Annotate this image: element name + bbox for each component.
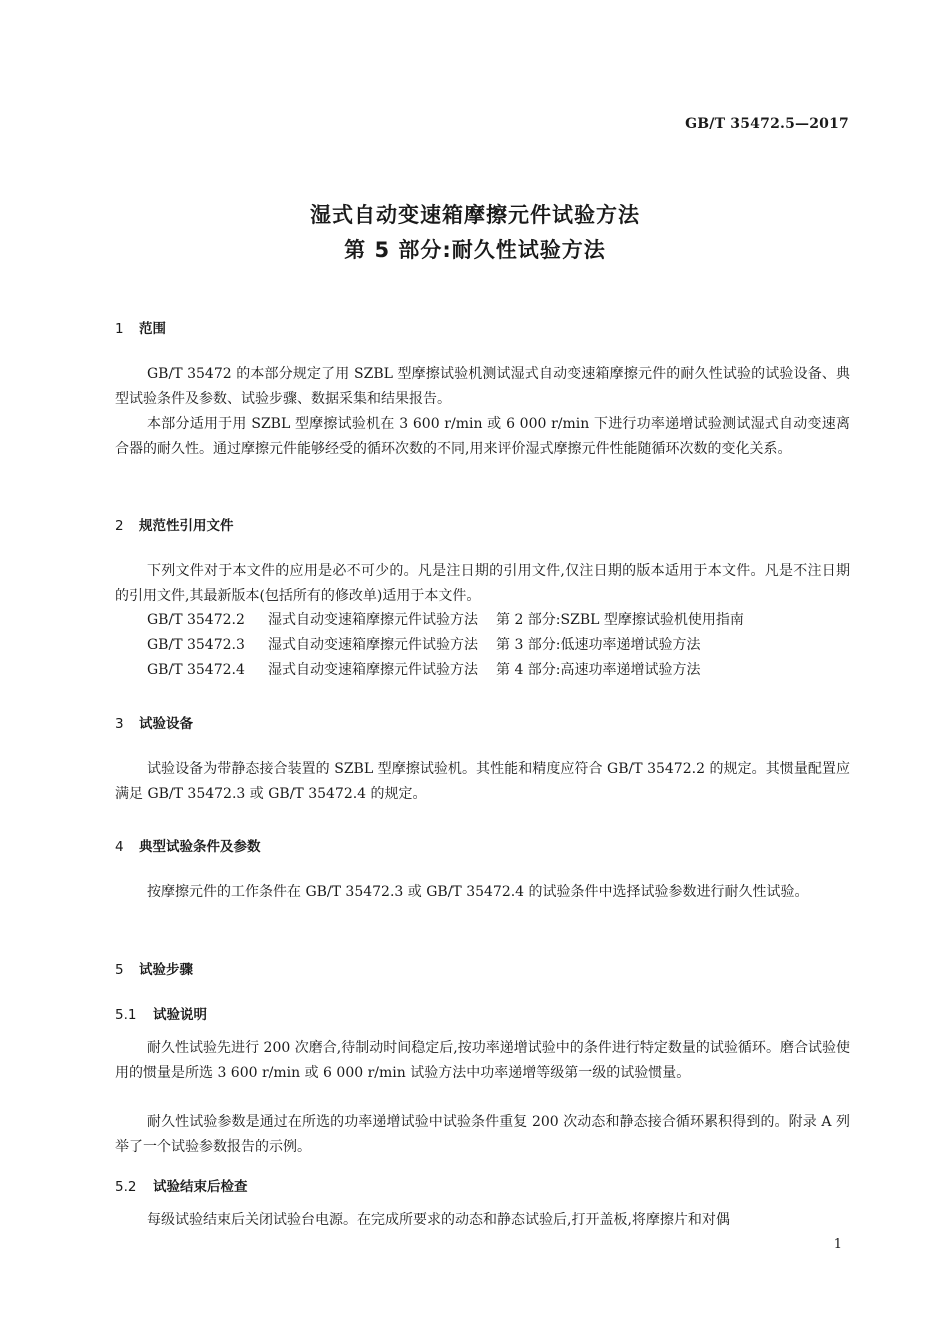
subsection-5-1-heading <box>115 1003 207 1023</box>
reference-title: 湿式自动变速箱摩擦元件试验方法 <box>268 612 478 628</box>
section-number: 2 <box>115 518 124 534</box>
section-number: 5 <box>115 962 124 978</box>
section-title: 试验步骤 <box>139 962 193 978</box>
reference-code: GB/T 35472.3 <box>147 637 245 653</box>
reference-code: GB/T 35472.2 <box>147 612 245 628</box>
section-2-heading <box>115 514 234 534</box>
section-1-paragraph-2: 本部分适用于用 SZBL 型摩擦试验机在 3 600 r/min 或 6 000 r/min 下进行功率递增试验测试湿式自动变速离合器的耐久性。通过摩擦元件能够经受的循环次数的不同,用来评价湿式摩擦元件性能随循环次数的变化关系。 <box>115 416 850 457</box>
reference-title: 湿式自动变速箱摩擦元件试验方法 <box>268 662 478 678</box>
subsection-title: 试验结束后检查 <box>153 1179 248 1195</box>
normative-reference <box>147 658 701 683</box>
section-5-heading <box>115 958 193 978</box>
reference-part: 第 4 部分:高速功率递增试验方法 <box>496 662 701 678</box>
section-number: 1 <box>115 321 124 337</box>
normative-reference <box>147 608 744 633</box>
section-number: 3 <box>115 716 124 732</box>
normative-reference <box>147 633 701 658</box>
subsection-title: 试验说明 <box>153 1007 207 1023</box>
section-1-paragraph-1: GB/T 35472 的本部分规定了用 SZBL 型摩擦试验机测试湿式自动变速箱摩擦元件的耐久性试验的试验设备、典型试验条件及参数、试验步骤、数据采集和结果报告。 <box>115 366 850 407</box>
section-4-heading <box>115 835 261 855</box>
document-title-line2: 第 5 部分:耐久性试验方法 <box>344 238 606 262</box>
reference-title: 湿式自动变速箱摩擦元件试验方法 <box>268 637 478 653</box>
reference-part: 第 2 部分:SZBL 型摩擦试验机使用指南 <box>496 612 744 628</box>
section-title: 范围 <box>139 321 166 337</box>
section-1-heading <box>115 317 166 337</box>
section-4-paragraph-1: 按摩擦元件的工作条件在 GB/T 35472.3 或 GB/T 35472.4 的试验条件中选择试验参数进行耐久性试验。 <box>147 884 809 900</box>
section-title: 试验设备 <box>139 716 193 732</box>
section-title: 典型试验条件及参数 <box>139 839 261 855</box>
reference-code: GB/T 35472.4 <box>147 662 245 678</box>
section-2-paragraph-1: 下列文件对于本文件的应用是必不可少的。凡是注日期的引用文件,仅注日期的版本适用于本文件。凡是不注日期的引用文件,其最新版本(包括所有的修改单)适用于本文件。 <box>115 563 850 604</box>
subsection-5-1-paragraph-1: 耐久性试验先进行 200 次磨合,待制动时间稳定后,按功率递增试验中的条件进行特定数量的试验循环。磨合试验使用的惯量是所选 3 600 r/min 或 6 000 r/min 试验方法中功率递增等级第一级的试验惯量。 <box>115 1040 850 1081</box>
section-3-paragraph-1: 试验设备为带静态接合装置的 SZBL 型摩擦试验机。其性能和精度应符合 GB/T 35472.2 的规定。其惯量配置应满足 GB/T 35472.3 或 GB/T 35472.4 的规定。 <box>115 761 850 802</box>
subsection-5-1-paragraph-2: 耐久性试验参数是通过在所选的功率递增试验中试验条件重复 200 次动态和静态接合循环累积得到的。附录 A 列举了一个试验参数报告的示例。 <box>115 1114 850 1155</box>
subsection-number: 5.2 <box>115 1179 137 1195</box>
reference-part: 第 3 部分:低速功率递增试验方法 <box>496 637 701 653</box>
standard-number-header: GB/T 35472.5—2017 <box>685 116 849 132</box>
section-3-heading <box>115 712 193 732</box>
section-title: 规范性引用文件 <box>139 518 234 534</box>
subsection-5-2-paragraph-1: 每级试验结束后关闭试验台电源。在完成所要求的动态和静态试验后,打开盖板,将摩擦片和对偶 <box>147 1212 730 1228</box>
section-number: 4 <box>115 839 124 855</box>
page-number: 1 <box>833 1237 842 1252</box>
document-title-line1: 湿式自动变速箱摩擦元件试验方法 <box>310 203 640 227</box>
subsection-number: 5.1 <box>115 1007 137 1023</box>
subsection-5-2-heading <box>115 1175 248 1195</box>
